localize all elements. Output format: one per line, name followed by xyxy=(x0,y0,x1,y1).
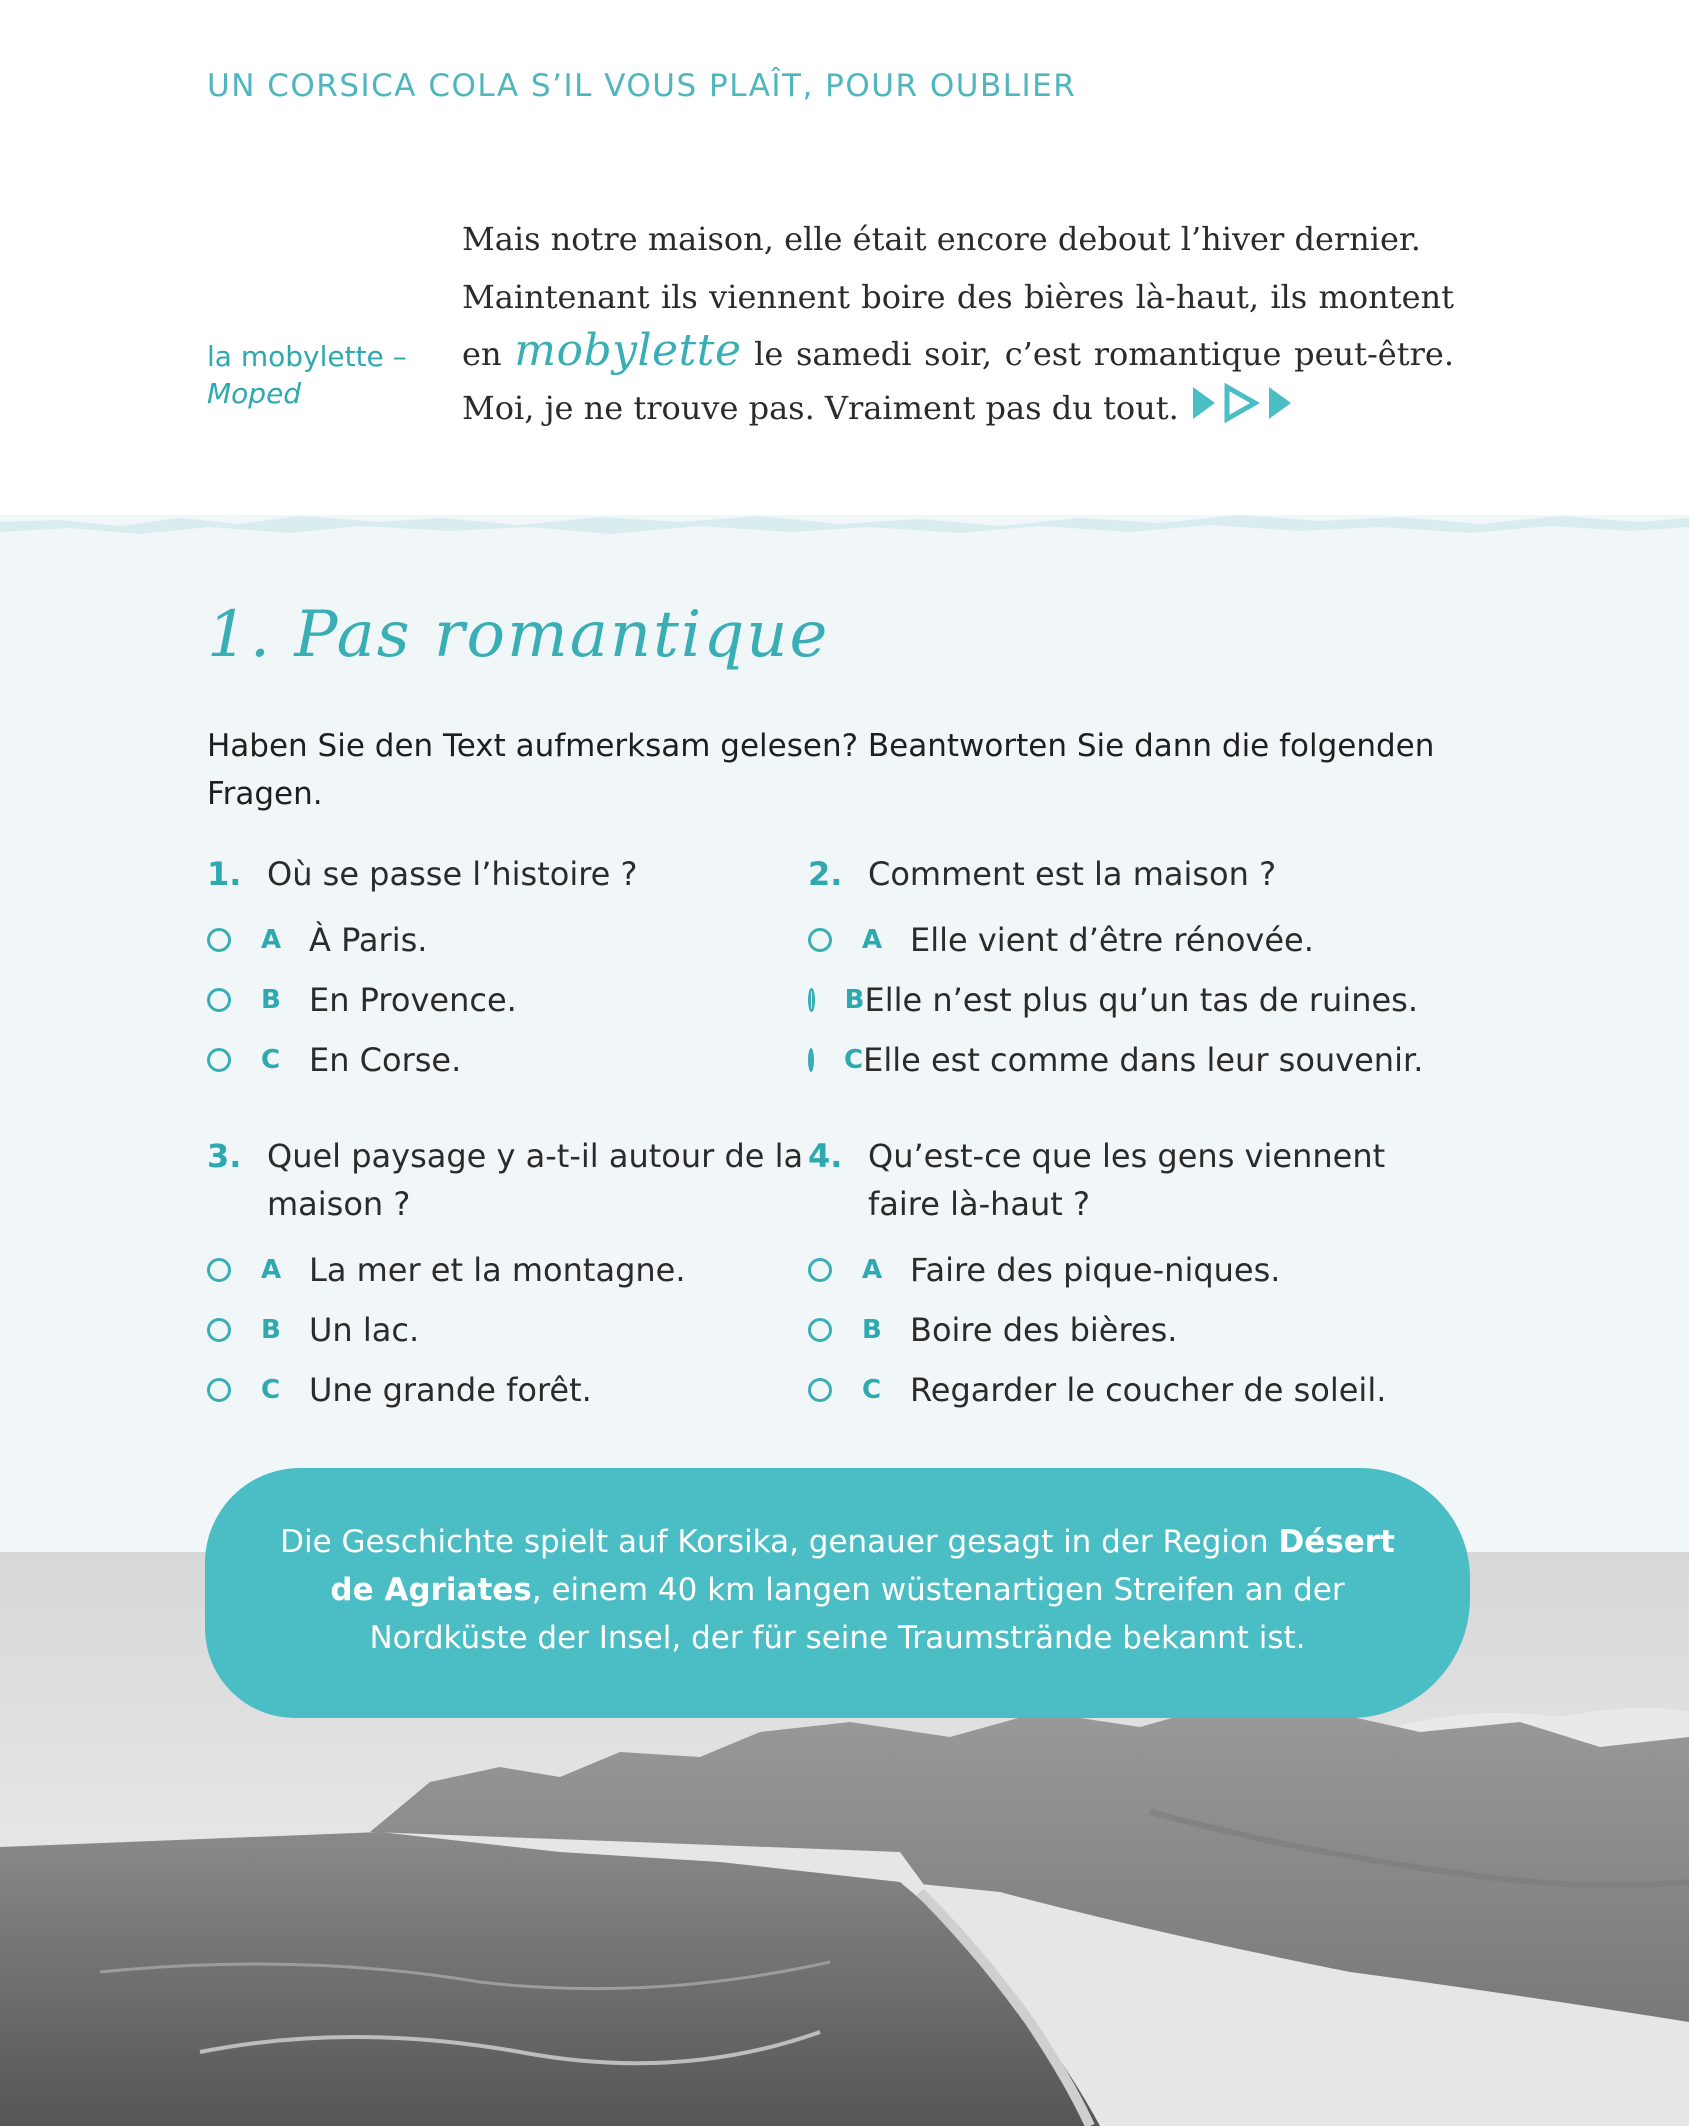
radio-button[interactable] xyxy=(808,1378,832,1402)
option-text: Regarder le coucher de soleil. xyxy=(910,1371,1387,1409)
triple-arrow-icon xyxy=(1191,383,1303,439)
option-text: Faire des pique-niques. xyxy=(910,1251,1281,1289)
answer-option[interactable] xyxy=(808,1240,1418,1300)
vocabulary-gloss xyxy=(207,338,407,412)
question-text: Où se passe l’histoire ? xyxy=(267,855,638,893)
radio-button[interactable] xyxy=(207,928,231,952)
question-4 xyxy=(808,1132,1418,1420)
option-letter: C xyxy=(261,1045,281,1075)
question-3 xyxy=(207,1132,817,1420)
answer-option[interactable] xyxy=(808,970,1418,1030)
option-text: Un lac. xyxy=(309,1311,420,1349)
option-letter: A xyxy=(261,925,282,955)
story-paragraph-2 xyxy=(462,270,1454,439)
answer-option[interactable] xyxy=(207,910,817,970)
question-number: 3. xyxy=(207,1137,242,1175)
radio-button[interactable] xyxy=(808,1258,832,1282)
option-letter: C xyxy=(261,1375,281,1405)
option-text: Elle est comme dans leur souvenir. xyxy=(863,1041,1424,1079)
answer-option[interactable] xyxy=(207,1300,817,1360)
answer-option[interactable] xyxy=(808,1030,1424,1090)
region-name: Désert de Agriates xyxy=(330,1524,1395,1608)
torn-paper-edge xyxy=(0,500,1689,560)
answer-option[interactable] xyxy=(808,1360,1418,1420)
question-number: 1. xyxy=(207,855,242,893)
question-head xyxy=(207,850,817,898)
info-text-part: Die Geschichte spielt auf Korsika, genauer gesagt in der Region xyxy=(280,1524,1279,1560)
radio-button[interactable] xyxy=(207,988,231,1012)
answer-option[interactable] xyxy=(207,970,817,1030)
gloss-term: la mobylette – xyxy=(207,340,407,373)
option-letter: B xyxy=(261,1315,281,1345)
answer-option[interactable] xyxy=(207,1030,817,1090)
question-text: Comment est la maison ? xyxy=(868,855,1277,893)
option-text: En Corse. xyxy=(309,1041,462,1079)
question-number: 2. xyxy=(808,855,843,893)
exercise-title: 1. Pas romantique xyxy=(207,598,830,672)
question-head xyxy=(207,1132,817,1228)
answer-option[interactable] xyxy=(207,1240,817,1300)
option-text: En Provence. xyxy=(309,981,517,1019)
option-text: À Paris. xyxy=(309,921,428,959)
question-head xyxy=(808,850,1418,898)
running-header: UN CORSICA COLA S’IL VOUS PLAÎT, POUR OUBLIER xyxy=(207,68,1077,104)
option-letter: B xyxy=(862,1315,882,1345)
option-text: Elle n’est plus qu’un tas de ruines. xyxy=(864,981,1418,1019)
highlighted-word: mobylette xyxy=(514,325,742,376)
story-text xyxy=(462,212,1454,443)
question-text: Qu’est-ce que les gens viennent faire là-haut ? xyxy=(868,1137,1386,1223)
question-text: Quel paysage y a-t-il autour de la maison ? xyxy=(267,1137,804,1223)
question-1 xyxy=(207,850,817,1090)
story-text-part: Maintenant ils viennent boire des bières là-haut, ils montent en xyxy=(462,278,1454,373)
option-letter: B xyxy=(261,985,281,1015)
info-box xyxy=(205,1468,1470,1718)
option-letter: C xyxy=(862,1375,882,1405)
radio-button[interactable] xyxy=(808,988,815,1012)
question-head xyxy=(808,1132,1418,1228)
answer-option[interactable] xyxy=(207,1360,817,1420)
option-letter: C xyxy=(844,1045,864,1075)
option-letter: A xyxy=(261,1255,282,1285)
gloss-translation: Moped xyxy=(207,377,302,410)
story-text-part: le samedi soir, c’est romantique peut-être. Moi, je ne trouve pas. Vraiment pas du tout. xyxy=(462,335,1455,427)
option-letter: B xyxy=(844,985,865,1015)
question-number: 4. xyxy=(808,1137,843,1175)
radio-button[interactable] xyxy=(207,1258,231,1282)
radio-button[interactable] xyxy=(808,1318,832,1342)
story-paragraph-1: Mais notre maison, elle était encore debout l’hiver dernier. xyxy=(462,220,1421,258)
answer-option[interactable] xyxy=(808,910,1418,970)
question-2 xyxy=(808,850,1424,1090)
option-letter: A xyxy=(862,1255,883,1285)
option-letter: A xyxy=(862,925,883,955)
radio-button[interactable] xyxy=(808,1048,814,1072)
radio-button[interactable] xyxy=(207,1048,231,1072)
radio-button[interactable] xyxy=(207,1378,231,1402)
option-text: Une grande forêt. xyxy=(309,1371,592,1409)
option-text: Boire des bières. xyxy=(910,1311,1178,1349)
info-text-part: , einem 40 km langen wüstenartigen Streifen an der Nordküste der Insel, der für seine Traumstrände bekannt ist. xyxy=(369,1572,1345,1656)
radio-button[interactable] xyxy=(808,928,832,952)
option-text: La mer et la montagne. xyxy=(309,1251,686,1289)
radio-button[interactable] xyxy=(207,1318,231,1342)
option-text: Elle vient d’être rénovée. xyxy=(910,921,1314,959)
answer-option[interactable] xyxy=(808,1300,1418,1360)
exercise-instructions: Haben Sie den Text aufmerksam gelesen? Beantworten Sie dann die folgenden Fragen. xyxy=(207,728,1435,812)
